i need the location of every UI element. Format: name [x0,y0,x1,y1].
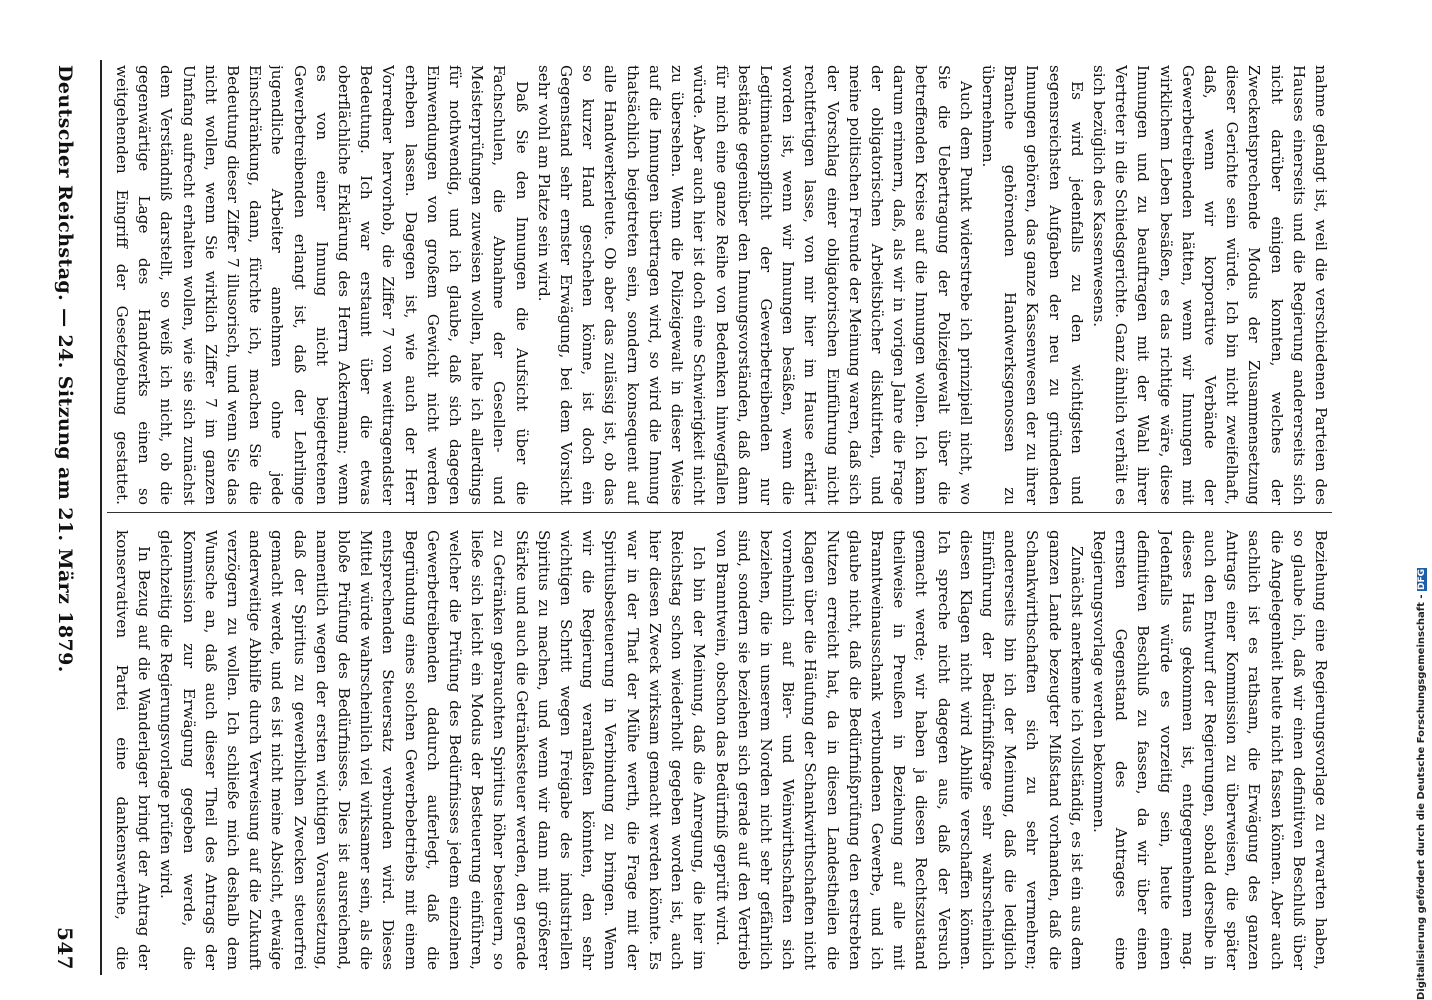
dfg-logo: DFG [1417,568,1427,590]
credit-text: Digitalisierung gefördert durch die Deutsche Forschungsgemeinschaft - [1416,594,1427,1000]
paragraph: Ich bin der Meinung, daß die Anregung, die hier im Reichstag schon wiederholt gegeben worden ist, auch hier diesen Zweck wirksam gemacht werden könnte. Es war in der That der Mühe werth, die Frage mit der Spiritusbesteuerung in Verbindung zu bringen. Wenn wir die Regierung veranlaßten könnten, den sehr wichtigen Schritt wegen Freigabe des industriellen Spiritus zu machen, und wenn wir dann mit größerer Stärke und auch die Getränkesteuer werden, den gerade zu Getränken gebrauchten Spiritus höher besteuern, so ließe sich leicht ein Modus der Besteuerung einführen, welcher die Prüfung des Bedürfnisses jedem einzelnen Gewerbetreibenden dadurch auferlegt, daß die Begründung eines solchen Gewerbebetriebs mit einem entsprechenden Steuersatz verbunden wird. Dieses Mittel würde wahrscheinlich viel wirksamer sein, als die bloße Prüfung des Bedürfnisses. Dies ist ausreichend, namentlich wegen der ersten wichtigen Voraussetzung, daß der Spiritus zu gewerblichen Zwecken steuerfrei gemacht werde, und es ist nicht meine Absicht, etwaige anderweitige Abhilfe durch Verweisung auf die Zukunft verzögern zu wollen. Ich schließe mich deshalb dem Wunsche an, daß auch dieser Theil des Antrags der Kommission zur Erwägung gegeben werde, die gleichzeitig die Regierungsvorlage prüfen wird. [157,530,709,970]
running-header [35,65,95,970]
paragraph: Es wird jedenfalls zu den wichtigsten und segensreichsten Aufgaben der neu zu gründenden Innungen gehören, das ganze Kassenwesen der zu ihrer Branche gehörenden Handwerksgenossen zu übernehmen. [978,65,1086,505]
paragraph: Zunächst anerkenne ich vollständig, es ist ein aus dem ganzen Lande bezeugter Mißstand vorhanden, daß die Schankwirthschaften sich zu sehr vermehren; andererseits bin ich der Meinung, daß die lediglich Einführung der Bedürfnißfrage sehr wahrscheinlich diesen Klagen nicht wird Abhilfe verschaffen können. Ich spreche nicht dagegen aus, daß der Versuch gemacht werde; wir haben ja diesen Rechtszustand theilweise in Preußen in Beziehung auf alle mit Branntweinausschank verbundenen Gewerbe, und ich glaube nicht, daß die Bedürfnißprüfung den erstrebten Nutzen erreicht hat, da in diesen Landestheilen die Klagen über die Häufung der Schankwirthschaften nicht vornehmlich auf Bier- und Weinwirthschaften sich beziehen, die in unserem Norden nicht sehr gefährlich sind, sondern sie beziehen sich gerade auf den Vertrieb von Branntwein, obschon das Bedürfniß geprüft wird. [712,530,1086,970]
header-title: Deutscher Reichstag. — 24. Sitzung am 21. März 1879. [54,65,76,673]
paragraph: Auch dem Punkt widerstrebe ich prinzipiell nicht, wo Sie die Uebertragung der Polizeigewalt über die betreffenden Kreise auf die Innungen wollen. Ich kann darum erinnern, daß, als wir in vorigen Jahre die Frage der obligatorischen Arbeitsbücher diskutirten, und meine politischen Freunde der Meinung waren, daß sich der Vorschlag einer obligatorischen Einführung nicht rechtfertigen lasse, von mir hier im Hause erklärt worden ist, wenn wir Innungen besäßen, wenn die Legitimationspflicht der Gewerbetreibenden nur bestände gegenüber den Innungsvorständen, daß dann für mich eine ganze Reihe von Bedenken hinwegfallen würde. Aber auch hier ist doch eine Schwierigkeit nicht zu übersehen. Wenn die Polizeigewalt in dieser Weise auf die Innungen übertragen wird, so wird die Innung thatsächlich beigetreten sein, sondern konsequent auf alle Handwerkerleute. Ob aber das zulässig ist, ob das so kurzer Hand geschehen könne, ist doch ein Gegenstand sehr ernster Erwägung, bei dem Vorsicht sehr wohl am Platze sein wird. [534,65,975,505]
paragraph: Daß Sie den Innungen die Aufsicht über die Fachschulen, die Abnahme der Gesellen- und Meisterprüfungen zuweisen wollen, halte ich allerdings für nothwendig, und ich glaube, daß sich dagegen Einwendungen von großem Gewicht nicht werden erheben lassen. Dagegen ist, wie auch der Herr Vorredner hervorhob, die Ziffer 7 von weittragendster Bedeutung. Ich war erstaunt über die etwas oberflächliche Erklärung des Herrn Ackermann; wenn es von einer Innung nicht beigetretenen Gewerbetreibenden erlangt ist, daß der Lehrlinge jugendliche Arbeiter annehmen ohne jede Einschränkung, dann, fürchte ich, machen Sie die Bedeutung dieser Ziffer 7 illusorisch, und wenn Sie das nicht wollen, wenn Sie wirklich Ziffer 7 im ganzen Umfang aufrecht erhalten wollen, wie sie sich zunächst dem Verständniß darstellt, so weiß ich nicht, ob die gegenwärtige Lage des Handwerks einen so weitgehenden Eingriff der Gesetzgebung gestattet. [113,65,531,505]
text-column-left [107,65,1332,505]
header-rule [100,60,102,975]
page-number: 547 [53,927,77,970]
paragraph: In Bezug auf die Wanderlager bringt der Antrag der konservativen Partei eine dankenswerthe, die [113,530,154,970]
text-column-right [107,530,1332,970]
paragraph: nahme gelangt ist, weil die verschiedenen Parteien des Hauses einerseits und die Regierung andererseits sich nicht darüber einigen konnten, welches der Zweckentsprechende Modus der Zusammensetzung dieser Gerichte sein würde. Ich bin nicht zweifelhaft, daß, wenn wir korporative Verbände der Gewerbetreibenden hätten, wenn wir Innungen mit wirklichem Leben besäßen, es das richtige wäre, diese Innungen und zu beauftragen mit der Wahl ihrer Vertreter in die Schiedsgerichte. Ganz ähnlich verhält es sich bezüglich des Kassenwesens. [1089,65,1330,505]
paragraph: Beziehung eine Regierungsvorlage zu erwarten haben, so glaube ich, daß wir einen definitiven Beschluß über die Angelegenheit heute nicht fassen können. Aber auch sachlich ist es rathsam, die Erwägung des ganzen Antrags einer Kommission zu überweisen, die später auch den Entwurf der Regierungen, sobald derselbe in dieses Haus gekommen ist, entgegennehmen mag. Jedenfalls würde es vorzeitig sein, heute einen definitiven Beschluß zu fassen, da wir über einen ernsten Gegenstand des Antrages eine Regierungsvorlage werden bekommen. [1089,530,1330,970]
column-divider [107,512,1332,513]
digitization-credit [1416,500,1432,1000]
